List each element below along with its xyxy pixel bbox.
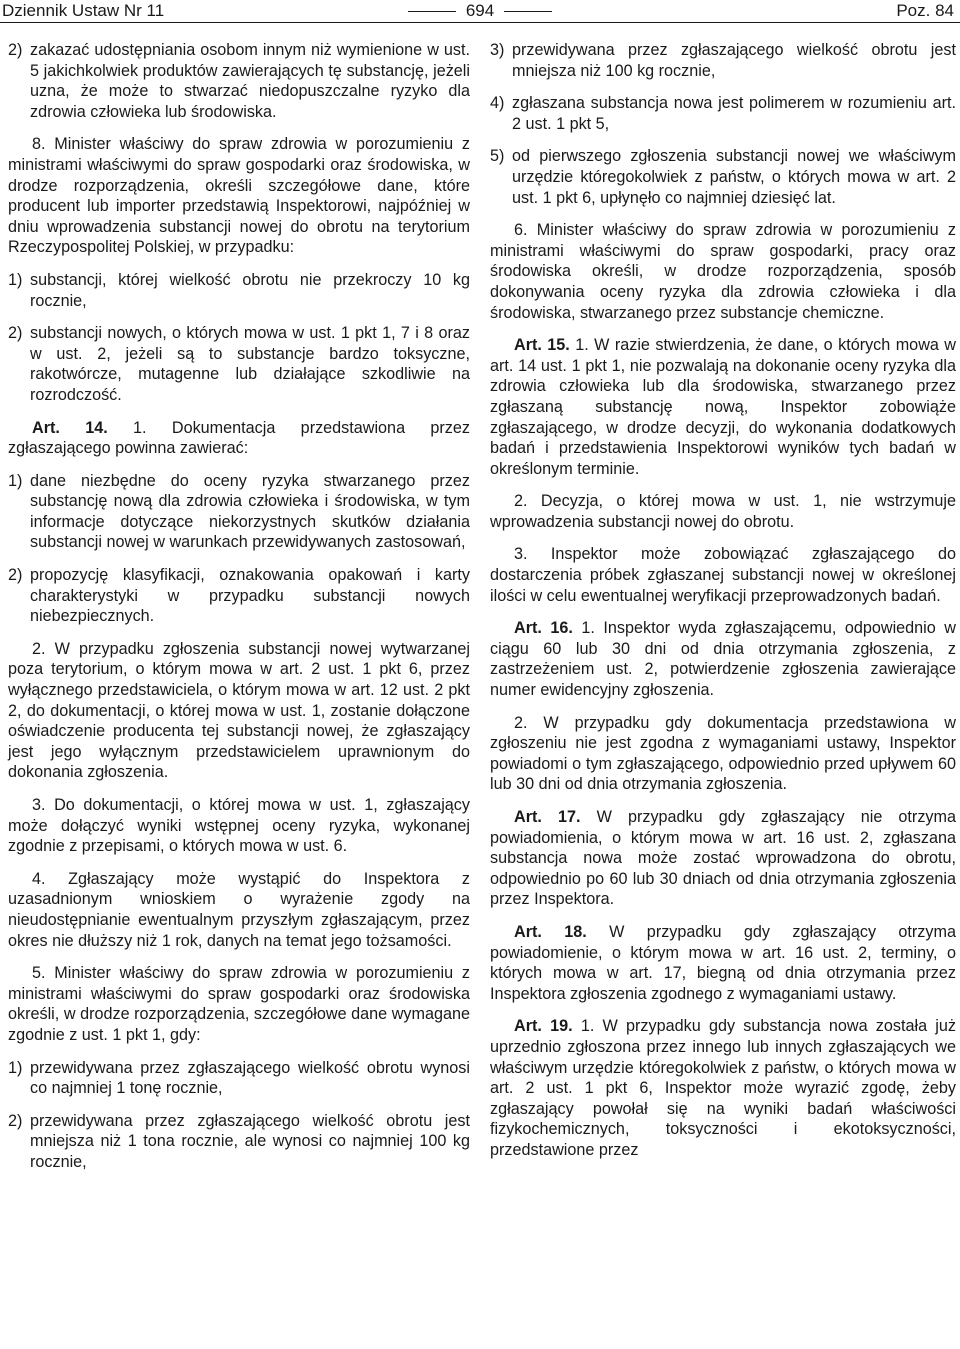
paragraph: 6. Minister właściwy do spraw zdrowia w porozumieniu z ministrami właściwymi do spraw gospodarki, pracy oraz środowiska określi, w drodze rozporządzenia, sposób dokonywania oceny ryzyka dla zdrowia człowieka i dla środowiska, stwarzanego przez substancje chemiczne. — [490, 221, 956, 322]
list-item — [8, 270, 470, 311]
article-15 — [490, 335, 956, 479]
article-text: 1. Inspektor wyda zgłaszającemu, odpowiednio w ciągu 60 lub 30 dni od dnia otrzymania zgłoszenia, z zastrzeżeniem ust. 2, potwierdzenie zgłoszenia zawierające numer ewidencyjny zgłoszenia. — [490, 619, 956, 700]
article-19 — [490, 1016, 956, 1160]
item-text: zakazać udostępniania osobom innym niż wymienione w ust. 5 jakichkolwiek produktów zawierających tę substancję, jeżeli uzna, że może to stwarzać niedopuszczalne ryzyko dla zdrowia człowieka lub środowiska. — [30, 41, 470, 121]
journal-title: Dziennik Ustaw Nr 11 — [2, 1, 165, 20]
item-text: substancji nowych, o których mowa w ust. 1 pkt 1, 7 i 8 oraz w ust. 2, jeżeli są to substancje bardzo toksyczne, rakotwórcze, mutagenne lub działające szkodliwie na rozrodczość. — [30, 324, 470, 404]
item-text: przewidywana przez zgłaszającego wielkość obrotu jest mniejsza niż 100 kg rocznie, — [512, 41, 956, 80]
paragraph: 5. Minister właściwy do spraw zdrowia w porozumieniu z ministrami właściwymi do spraw gospodarki oraz środowiska określi, w drodze rozporządzenia, szczegółowe dane wymagane zgodnie z ust. 1 pkt 1, gdy: — [8, 964, 470, 1044]
article-label: Art. 14. — [32, 418, 108, 437]
article-label: Art. 15. — [514, 336, 570, 355]
article-label: Art. 18. — [514, 922, 587, 941]
paragraph: 3. Inspektor może zobowiązać zgłaszającego do dostarczenia próbek zgłaszanej substancji nowej w określonej ilości w celu ewentualnej weryfikacji przeprowadzonych badań. — [490, 545, 956, 605]
article-text: 1. W razie stwierdzenia, że dane, o których mowa w art. 14 ust. 1 pkt 1, nie pozwalają na dokonanie oceny ryzyka dla zdrowia człowieka lub dla środowiska, stwarzanego przez zgłaszaną substancję nową, Inspektor zobowiąże zgłaszającego, w drodze decyzji, do wykonania dodatkowych badań i przedstawienia Inspektorowi wyników tych badań w określonym terminie. — [490, 336, 956, 478]
item-number: 1) — [8, 1058, 23, 1077]
item-number: 3) — [490, 41, 505, 59]
item-text: przewidywana przez zgłaszającego wielkość obrotu jest mniejsza niż 1 tona rocznie, ale wynosi co najmniej 100 kg rocznie, — [30, 1111, 470, 1171]
page-header — [0, 0, 960, 22]
list-item — [8, 565, 470, 627]
list-item — [490, 40, 956, 81]
item-text: od pierwszego zgłoszenia substancji nowej we właściwym urzędzie któregokolwiek z państw, o których mowa w art. 2 ust. 1 pkt 6, upłynęło co najmniej dziesięć lat. — [512, 147, 956, 207]
right-column — [490, 40, 956, 1173]
list-item — [490, 93, 956, 134]
list-item — [8, 40, 470, 122]
item-text: propozycję klasyfikacji, oznakowania opakowań i karty charakterystyki w przypadku substancji nowych niebezpiecznych. — [30, 566, 470, 626]
list-item — [8, 323, 470, 405]
list-item — [8, 471, 470, 553]
item-number: 2) — [8, 41, 23, 59]
article-label: Art. 19. — [514, 1017, 573, 1036]
article-label: Art. 17. — [514, 808, 581, 826]
article-18 — [490, 922, 956, 1004]
page-number — [0, 1, 960, 21]
page-number-text: 694 — [465, 1, 495, 20]
header-rule — [0, 22, 960, 23]
article-17 — [490, 807, 956, 910]
article-text: 1. W przypadku gdy substancja nowa została już uprzednio zgłoszona przez innego lub innych zgłaszających we właściwym urzędzie któregokolwiek z państw, o których mowa w art. 2 ust. 1 pkt 6, Inspektor może wyrazić zgodę, żeby zgłaszający powołał się na wyniki badań właściwości fizykochemicznych, toksyczności i ekotoksyczności, przedstawione przez — [490, 1017, 956, 1159]
item-number: 2) — [8, 566, 23, 585]
item-text: substancji, której wielkość obrotu nie przekroczy 10 kg rocznie, — [30, 270, 470, 310]
paragraph: 2. Decyzja, o której mowa w ust. 1, nie wstrzymuje wprowadzenia substancji nowej do obrotu. — [490, 492, 956, 531]
list-item — [8, 1111, 470, 1173]
item-number: 2) — [8, 1111, 23, 1130]
left-column — [8, 40, 470, 1185]
article-text: 1. Dokumentacja przedstawiona przez zgłaszającego powinna zawierać: — [8, 418, 470, 458]
item-number: 4) — [490, 94, 505, 113]
article-text: W przypadku gdy zgłaszający otrzyma powiadomienie, o którym mowa w art. 16 ust. 2, terminy, o których mowa w art. 17, biegną od dnia otrzymania przez Inspektora zgłoszenia zgodnego z wymaganiami ustawy. — [490, 922, 956, 1003]
dash-left — [408, 11, 456, 12]
paragraph: 4. Zgłaszający może wystąpić do Inspektora z uzasadnionym wnioskiem o wyrażenie zgody na nieudostępnianie ewentualnym przyszłym zgłaszającym, przez okres nie dłuższy niż 1 rok, danych na temat jego tożsamości. — [8, 869, 470, 950]
paragraph: 3. Do dokumentacji, o której mowa w ust. 1, zgłaszający może dołączyć wyniki wstępnej oceny ryzyka, wykonanej zgodnie z przepisami, o których mowa w ust. 6. — [8, 796, 470, 856]
item-number: 2) — [8, 324, 23, 343]
article-16 — [490, 618, 956, 700]
paragraph: 2. W przypadku zgłoszenia substancji nowej wytwarzanej poza terytorium, o którym mowa w art. 2 ust. 1 pkt 6, przez wyłącznego przedstawiciela, o którym mowa w art. 12 ust. 2 pkt 2, do dokumentacji, o której mowa w ust. 1, zostanie dołączone oświadczenie producenta tej substancji nowej, że zgłaszający jest jego wyłącznym przedstawicielem uprawnionym do dokonania zgłoszenia. — [8, 639, 470, 782]
item-number: 1) — [8, 471, 23, 490]
position-label: Poz. 84 — [896, 1, 954, 20]
item-text: przewidywana przez zgłaszającego wielkość obrotu wynosi co najmniej 1 tonę rocznie, — [30, 1058, 470, 1098]
item-number: 5) — [490, 147, 505, 166]
paragraph: 8. Minister właściwy do spraw zdrowia w porozumieniu z ministrami właściwymi do spraw gospodarki oraz środowiska, w drodze rozporządzenia, określi szczegółowe dane, które producent lub importer przedstawią Inspektorowi, najpóźniej w dniu wprowadzenia substancji nowej do obrotu na terytorium Rzeczypospolitej Polskiej, w przypadku: — [8, 135, 470, 257]
item-text: zgłaszana substancja nowa jest polimerem w rozumieniu art. 2 ust. 1 pkt 5, — [512, 94, 956, 133]
dash-right — [504, 11, 552, 12]
item-number: 1) — [8, 270, 23, 289]
list-item — [490, 146, 956, 208]
item-text: dane niezbędne do oceny ryzyka stwarzanego przez substancję nową dla zdrowia człowieka i środowiska, w tym informacje dotyczące niekorzystnych skutków działania substancji nowej w warunkach przewidywanych zastosowań, — [30, 471, 470, 552]
article-14 — [8, 418, 470, 459]
article-text: W przypadku gdy zgłaszający nie otrzyma powiadomienia, o którym mowa w art. 16 ust. 2, zgłaszana substancja nowa może zostać wprowadzona do obrotu, odpowiednio po 60 lub 30 dniach od dnia otrzymania zgłoszenia przez Inspektora. — [490, 808, 956, 909]
article-label: Art. 16. — [514, 619, 573, 638]
list-item — [8, 1058, 470, 1099]
paragraph: 2. W przypadku gdy dokumentacja przedstawiona w zgłoszeniu nie jest zgodna z wymaganiami ustawy, Inspektor powiadomi o tym zgłaszającego, odpowiednio przed upływem 60 lub 30 dni od dnia otrzymania zgłoszenia. — [490, 713, 956, 794]
